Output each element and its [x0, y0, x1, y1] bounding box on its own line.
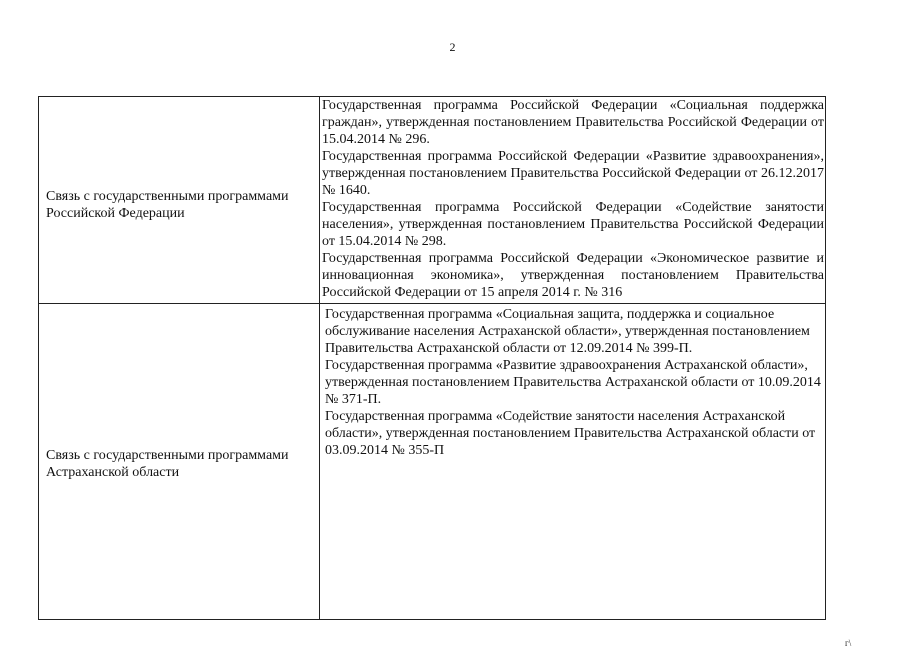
row-label-regional: Связь с государственными программами Астраханской области [46, 448, 289, 480]
row-content-federal [322, 97, 824, 301]
column-divider [319, 97, 320, 619]
program-paragraph: Государственная программа «Развитие здравоохранения Астраханской области», утвержденная постановлением Правительства Астраханской области от 10.09.2014 № 371-П. [325, 358, 821, 407]
program-links-table [38, 96, 852, 648]
program-paragraph: Государственная программа Российской Федерации «Экономическое развитие и инновационная экономика», утвержденная постановлением Правительства Российской Федерации от 15 апреля 2014 г. № 316 [322, 251, 824, 300]
program-paragraph: Государственная программа «Социальная защита, поддержка и социальное обслуживание населения Астраханской области», утвержденная постановлением Правительства Астраханской области от 12.09.2014 № 399-П. [325, 307, 810, 356]
program-paragraph: Государственная программа Российской Федерации «Развитие здравоохранения», утвержденная постановлением Правительства Российской Федерации от 26.12.2017 № 1640. [322, 149, 824, 198]
page-number: 2 [449, 40, 456, 54]
row-divider [39, 303, 825, 304]
row-label-federal: Связь с государственными программами Российской Федерации [46, 189, 289, 221]
program-paragraph: Государственная программа «Содействие занятости населения Астраханской области», утвержденная постановлением Правительства Астраханской области от 03.09.2014 № 355-П [325, 409, 816, 458]
program-paragraph: Государственная программа Российской Федерации «Социальная поддержка граждан», утвержденная постановлением Правительства Российской Федерации от 15.04.2014 № 296. [322, 98, 824, 147]
program-paragraph: Государственная программа Российской Федерации «Содействие занятости населения», утвержденная постановлением Правительства Российской Федерации от 15.04.2014 № 298. [322, 200, 824, 249]
row-content-regional [325, 306, 823, 459]
stray-mark: г\ [845, 638, 852, 648]
